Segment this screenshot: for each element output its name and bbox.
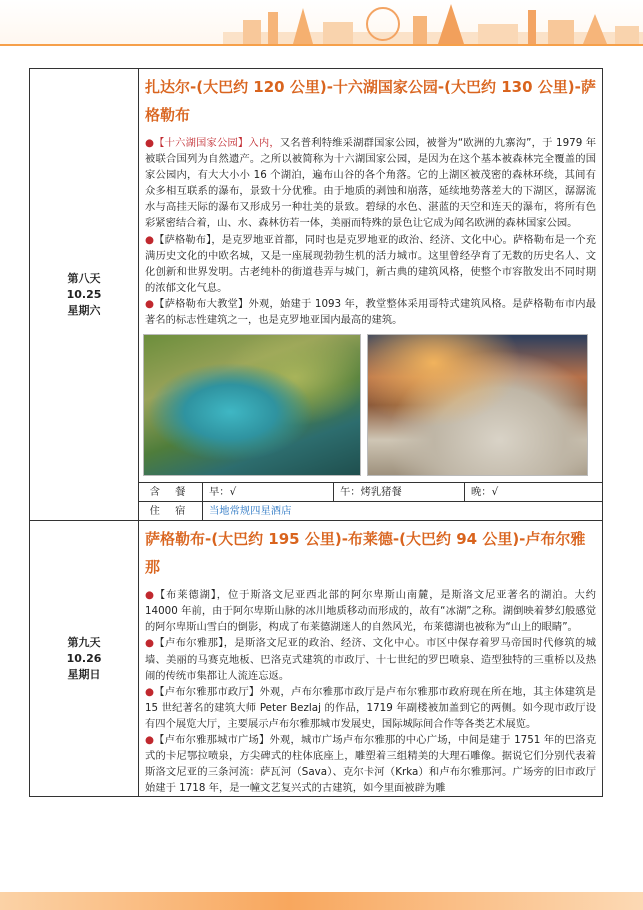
paragraph: ●【卢布尔雅那市政厅】外观，卢布尔雅那市政厅是卢布尔雅那市政府现在所在地，其主体建筑是 15 世纪著名的建筑大师 Peter Bezlaj 的作品，1719 年副楼被加盖到它的两侧。如今现市政厅设有四个展览大厅，主要展示卢布尔雅那城市发展史，国际城际间合作等各类艺术展览。 <box>145 685 597 730</box>
paragraph: ●【萨格勒布大教堂】外观，始建于 1093 年，教堂整体采用哥特式建筑风格。是萨格勒布市内最著名的标志性建筑之一，也是克罗地亚国内最高的建筑。 <box>145 297 596 327</box>
hotel-row <box>139 501 602 520</box>
day-date: 10.26 <box>66 651 102 665</box>
bullet-icon: ● <box>145 733 155 746</box>
bullet-icon: ● <box>145 589 155 602</box>
hotel-label: 住 宿 <box>139 502 203 520</box>
footer-decoration <box>0 892 643 910</box>
day-weekday: 星期日 <box>67 667 101 681</box>
dinner: 晚：√ <box>471 486 499 499</box>
plitvice-lakes-photo <box>143 334 361 476</box>
day-row <box>30 521 602 796</box>
bullet-icon: ● <box>145 233 155 246</box>
lunch: 午：烤乳猪餐 <box>334 483 465 501</box>
zagreb-city-photo <box>367 334 588 476</box>
day-cell <box>30 521 139 796</box>
meals-row <box>139 482 602 501</box>
route-title: 扎达尔-(大巴约 120 公里)-十六湖国家公园-(大巴约 130 公里)-萨格勒布 <box>145 78 596 124</box>
bullet-icon: ● <box>145 637 155 650</box>
bullet-icon: ● <box>145 685 155 698</box>
meals-label: 含 餐 <box>139 483 203 501</box>
day-content <box>139 521 602 796</box>
day-weekday: 星期六 <box>67 303 101 317</box>
bullet-icon: ● <box>145 137 155 149</box>
header-decoration <box>0 0 643 46</box>
day-number: 第九天 <box>67 635 101 649</box>
day-date: 10.25 <box>66 287 102 301</box>
paragraph: ●【卢布尔雅那城市广场】外观，城市广场卢布尔雅那的中心广场，中间是建于 1751 年的巴洛克式的卡尼鄂拉喷泉，方尖碑式的柱体底座上，雕塑着三组精美的大理石雕像。据说它们分别代表着斯洛文尼亚的三条河流：萨瓦河（Sava）、克尔卡河（Krka）和卢布尔雅那河。广场旁的旧市政厅始建于 1718 年，是一幢文艺复兴式的古建筑，如今里面被辟为雕 <box>145 733 596 795</box>
day-row <box>30 69 602 521</box>
skyline-illustration <box>223 0 643 44</box>
paragraph: ●【十六湖国家公园】入内，又名普利特维采湖群国家公园，被誉为“欧洲的九寨沟”，于 1979 年被联合国列为自然遗产。之所以被简称为十六湖国家公园，是因为在这个基本被森林完全覆盖的国家公园内，有大大小小 16 个湖泊，遍布山谷的各个角落。它的上湖区被茂密的森林环绕，其间有众多相互联系的瀑布，景致十分优雅。由于地质的剥蚀和崩落，延续地势落差大的下湖区，潺潺流水与高挂天际的瀑布又形成另一种壮美的景致。碧绿的水色、湛蓝的天空和连天的瀑布，将所有色彩紧密结合着，山、水、森林彷若一体，美丽而特殊的景色让它成为闻名欧洲的森林国家公园。 <box>145 137 597 230</box>
day-number: 第八天 <box>67 271 101 285</box>
hotel-value: 当地常规四星酒店 <box>209 505 292 518</box>
paragraph: ●【卢布尔雅那】，是斯洛文尼亚的政治、经济、文化中心。市区中保存着罗马帝国时代修筑的城墙、美丽的马赛克地板、巴洛克式建筑的市政厅、十七世纪的罗巴喷泉、造型独特的三重桥以及热闹的传统市集都让人流连忘返。 <box>145 637 596 682</box>
paragraph: ●【萨格勒布】，是克罗地亚首都，同时也是克罗地亚的政治、经济、文化中心。萨格勒布是一个充满历史文化的中欧名城，又是一座展现勃勃生机的活力城市。这里曾经孕育了无数的历史名人、文化创新和世界发明。古老纯朴的街道巷弄与城门，新古典的建筑风格，使整个市容散发出不同时期的浓郁文化气息。 <box>145 233 596 294</box>
itinerary-table <box>29 68 603 797</box>
day-content <box>139 69 602 520</box>
day-cell <box>30 69 139 520</box>
bullet-icon: ● <box>145 297 155 310</box>
breakfast: 早：√ <box>203 483 334 501</box>
route-title: 萨格勒布-(大巴约 195 公里)-布莱德-(大巴约 94 公里)-卢布尔雅那 <box>145 530 586 577</box>
paragraph: ●【布莱德湖】，位于斯洛文尼亚西北部的阿尔卑斯山南麓，是斯洛文尼亚著名的湖泊。大约 14000 年前，由于阿尔卑斯山脉的冰川地质移动而形成的，故有“冰湖”之称。湖倒映着梦幻般感觉的阿尔卑斯山雪白的倒影，构成了布莱德湖迷人的自然风光，布莱德湖也被称为“山上的眼睛”。 <box>145 589 596 634</box>
photo-strip <box>139 328 602 482</box>
